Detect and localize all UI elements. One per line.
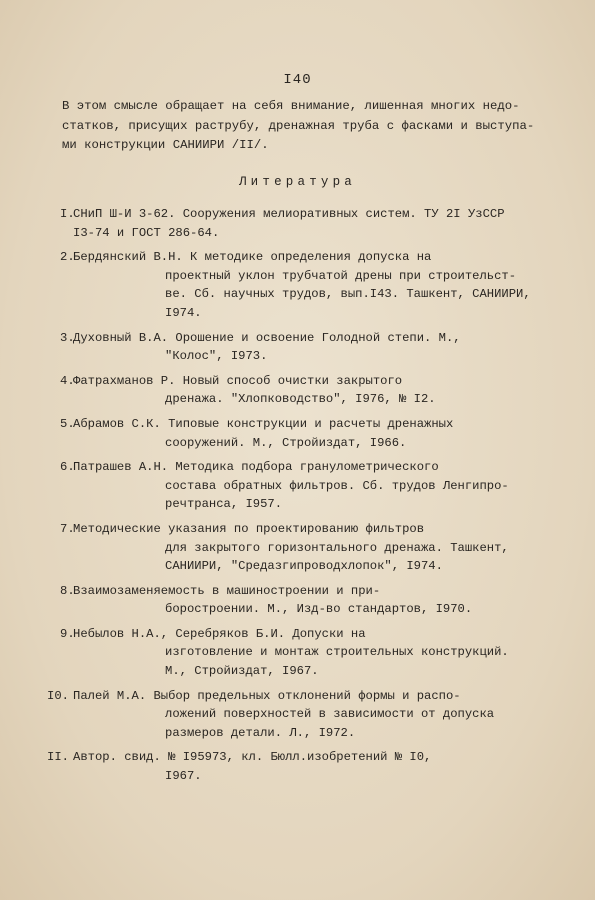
reference-line: Патрашев А.Н. Методика подбора гранулометрического [73, 460, 439, 475]
reference-line: САНИИРИ, "Средазгипроводхлопок", I974. [165, 559, 443, 574]
reference-line: проектный уклон трубчатой дрены при строительст- [165, 268, 517, 283]
reference-item [47, 687, 580, 743]
reference-text [73, 520, 580, 576]
reference-text [73, 582, 580, 619]
reference-line: речтранса, I957. [165, 497, 283, 512]
reference-text [73, 205, 580, 242]
reference-text [73, 415, 580, 452]
reference-number: 8. [60, 583, 75, 598]
reference-item [60, 625, 580, 681]
reference-line: боростроении. М., Изд-во стандартов, I970. [165, 602, 473, 617]
reference-item [60, 582, 580, 619]
reference-line: для закрытого горизонтального дренажа. Ташкент, [165, 540, 509, 555]
reference-line: Небылов Н.А., Серебряков Б.И. Допуски на [73, 626, 366, 641]
reference-line: I3-74 и ГОСТ 286-64. [73, 225, 220, 240]
reference-line: размеров детали. Л., I972. [165, 725, 356, 740]
reference-line: М., Стройиздат, I967. [165, 664, 319, 679]
reference-line: сооружений. М., Стройиздат, I966. [165, 435, 407, 450]
reference-item [60, 458, 580, 514]
reference-line: дренажа. "Хлопководство", I976, № I2. [165, 392, 436, 407]
reference-text [73, 329, 580, 366]
reference-list [47, 205, 580, 792]
reference-number: 9. [60, 626, 75, 641]
intro-line: ми конструкции САНИИРИ /II/. [62, 138, 269, 152]
reference-text [73, 687, 580, 743]
reference-number: 4. [60, 373, 75, 388]
reference-number: 7. [60, 521, 75, 536]
reference-text [73, 372, 580, 409]
intro-line: статков, присущих раструбу, дренажная труба с фасками и выступа- [62, 118, 535, 133]
section-heading: Литература [238, 175, 356, 189]
reference-number: 6. [60, 460, 75, 475]
reference-item [60, 372, 580, 409]
reference-item [60, 205, 580, 242]
reference-number: I. [60, 207, 75, 221]
reference-text [73, 458, 580, 514]
reference-number: II. [47, 750, 69, 765]
reference-text [73, 625, 580, 681]
reference-line: ложений поверхностей в зависимости от допуска [165, 707, 495, 722]
reference-item [47, 748, 580, 785]
reference-text [73, 748, 580, 785]
reference-line: Фатрахманов Р. Новый способ очистки закрытого [73, 373, 403, 388]
reference-line: СНиП Ш-И 3-62. Сооружения мелиоративных систем. ТУ 2I УзССР [73, 207, 505, 221]
reference-line: "Колос", I973. [165, 349, 268, 364]
reference-line: Взаимозаменяемость в машиностроении и при- [73, 583, 381, 598]
reference-line: I967. [165, 769, 202, 784]
reference-line: Автор. свид. № I95973, кл. Бюлл.изобретений № I0, [73, 750, 432, 765]
reference-line: ве. Сб. научных трудов, вып.I43. Ташкент, САНИИРИ, [165, 287, 531, 302]
reference-number: 5. [60, 416, 75, 431]
intro-paragraph [62, 97, 562, 156]
reference-number: 2. [60, 250, 75, 265]
reference-text [73, 248, 580, 322]
reference-number: 3. [60, 330, 75, 345]
reference-item [60, 248, 580, 322]
intro-line: В этом смысле обращает на себя внимание, лишенная многих недо- [62, 99, 520, 113]
reference-line: Абрамов С.К. Типовые конструкции и расчеты дренажных [73, 416, 454, 431]
reference-item [60, 329, 580, 366]
reference-line: I974. [165, 305, 202, 320]
reference-line: Духовный В.А. Орошение и освоение Голодной степи. М., [73, 330, 461, 345]
reference-line: изготовление и монтаж строительных конструкций. [165, 645, 509, 660]
reference-line: Методические указания по проектированию фильтров [73, 521, 425, 536]
reference-item [60, 415, 580, 452]
reference-line: Бердянский В.Н. К методике определения допуска на [73, 250, 432, 265]
page-number: I40 [283, 72, 312, 88]
reference-number: I0. [47, 688, 69, 703]
reference-line: состава обратных фильтров. Сб. трудов Ленгипро- [165, 478, 509, 493]
reference-item [60, 520, 580, 576]
reference-line: Палей М.А. Выбор предельных отклонений формы и распо- [73, 688, 461, 703]
